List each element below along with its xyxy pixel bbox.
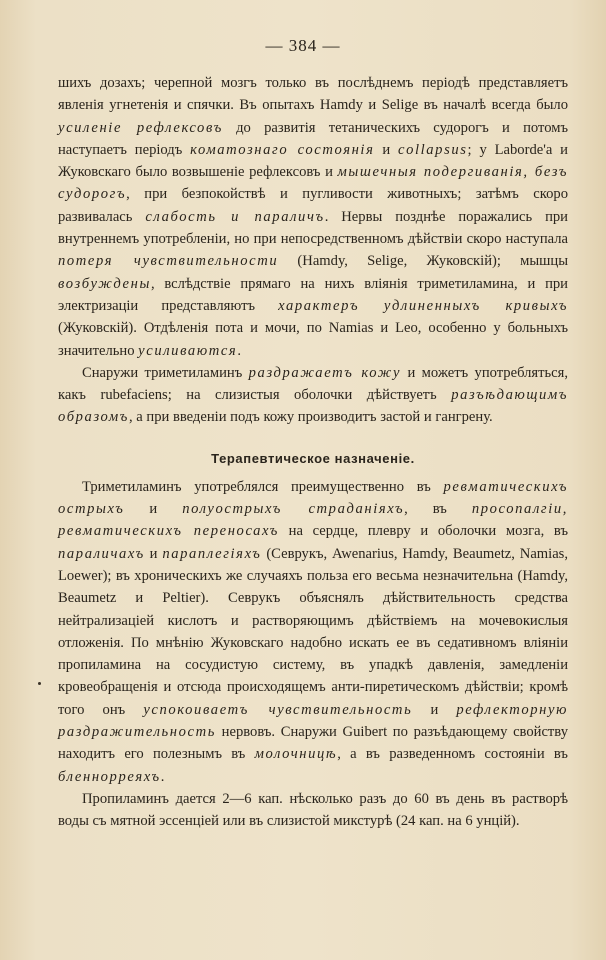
paragraph-4	[58, 788, 568, 833]
text-run: . Нервы позднѣе поражались при внутреннемъ употребленіи, но при непосредственномъ дѣйствіи скоро наступала	[58, 208, 568, 248]
emphasis-run: мышечныя подергиванія, безъ судорогъ	[58, 164, 568, 203]
paragraph-2	[58, 362, 568, 429]
paragraph-3	[58, 476, 568, 788]
text-run: (Севрукъ, Awenarius, Hamdy, Beaumetz, Namias, Loewer); въ хроническихъ же случаяхъ польза его весьма незначительна (Hamdy, Beaumetz и Peltier). Севрукъ объяснялъ дѣйствительность средства нейтрализаціей кислотъ и растворяющимъ дѣйствіемъ на мочевокислыя отложенія. По мнѣнію Жуковскаго надобно искать ее въ седативномъ вліяніи пропиламина на сосудистую систему, въ упадкѣ давленія, замедленіи кровеобращенія и отсюда происходящемъ анти-пиретическомъ дѣйствіи; кромѣ того онъ	[58, 545, 569, 718]
text-run: и	[124, 501, 183, 518]
emphasis-run: коматознаго состоянія	[190, 141, 375, 158]
text-run: ; у Laborde'а и Жуковскаго было возвышеніе рефлексовъ и	[58, 141, 568, 181]
emphasis-run: молочницѣ	[254, 746, 338, 763]
emphasis-run: потеря чувствительности	[58, 253, 279, 270]
emphasis-run: раздражаетъ кожу	[248, 364, 402, 381]
paragraph-1	[58, 72, 568, 362]
text-run: и	[412, 701, 457, 718]
emphasis-run: параплегіяхъ	[162, 545, 262, 562]
emphasis-run: разъѣдающимъ образомъ	[58, 387, 568, 426]
text-run: (Жуковскій). Отдѣленія пота и мочи, по Namias и Leo, особенно у больныхъ значительно	[58, 320, 568, 359]
text-run: шихъ дозахъ; черепной мозгъ только въ послѣднемъ періодѣ представляетъ явленія угнетенія и спячки. Въ опытахъ Hamdy и Selige въ началѣ всегда было	[58, 75, 568, 114]
emphasis-run: рефлекторную раздражительность	[58, 701, 568, 741]
emphasis-run: параличахъ	[58, 545, 145, 562]
text-run: нервовъ. Снаружи Guibert по разъѣдающему свойству находитъ его полезнымъ въ	[58, 724, 568, 763]
ink-speck	[38, 682, 41, 685]
emphasis-run: ревматическихъ острыхъ	[58, 478, 568, 518]
page-number: — 384 —	[265, 36, 341, 55]
emphasis-run: возбуждены	[58, 275, 151, 292]
emphasis-run: усиленіе рефлексовъ	[58, 119, 223, 136]
text-run: Триметиламинъ употреблялся преимущественно въ	[82, 478, 444, 495]
text-run: и	[144, 545, 163, 562]
emphasis-run: усиливаются	[138, 342, 238, 359]
text-run: , а въ разведенномъ состояніи въ	[337, 746, 568, 763]
emphasis-run: слабость и параличъ	[145, 208, 325, 225]
section-heading: Терапевтическое назначеніе.	[211, 450, 415, 466]
emphasis-run: характеръ удлиненныхъ кривыхъ	[278, 297, 568, 314]
body-text	[58, 72, 568, 833]
text-run: , при безпокойствѣ и пугливости животныхъ; затѣмъ скоро развивалась	[58, 186, 568, 225]
text-run: .	[160, 768, 165, 785]
text-run: , а при введеніи подъ кожу производитъ застой и гангрену.	[128, 409, 493, 426]
emphasis-run: просопалгіи, ревматическихъ переносахъ	[58, 501, 568, 540]
text-run: Снаружи триметиламинъ	[82, 364, 249, 381]
text-run: , въ	[404, 501, 472, 518]
text-run: и	[374, 141, 398, 158]
text-run: , вслѣдствіе прямаго на нихъ вліянія триметиламина, и при электризаціи представляютъ	[58, 275, 568, 314]
text-run: на сердце, плевру и оболочки мозга, въ	[278, 523, 568, 540]
text-run: и можетъ употребляться, какъ rubefaciens; на слизистыя оболочки дѣйствуетъ	[58, 364, 568, 404]
text-run: .	[237, 342, 241, 359]
text-run: (Hamdy, Selige, Жуковскій); мышцы	[278, 253, 569, 270]
emphasis-run: полуострыхъ страданіяхъ	[182, 501, 405, 518]
text-run: Пропиламинъ дается 2—6 кап. нѣсколько разъ до 60 въ день въ растворѣ воды съ мятной эссенціей или въ слизистой микстурѣ (24 кап. на 6 унцій).	[58, 790, 568, 830]
emphasis-run: collapsus	[398, 141, 468, 158]
emphasis-run: бленнорреяхъ	[58, 768, 161, 785]
emphasis-run: успокоиваетъ чувствительность	[143, 701, 413, 718]
text-run: до развитія тетаническихъ судорогъ и потомъ наступаетъ періодъ	[58, 119, 568, 158]
